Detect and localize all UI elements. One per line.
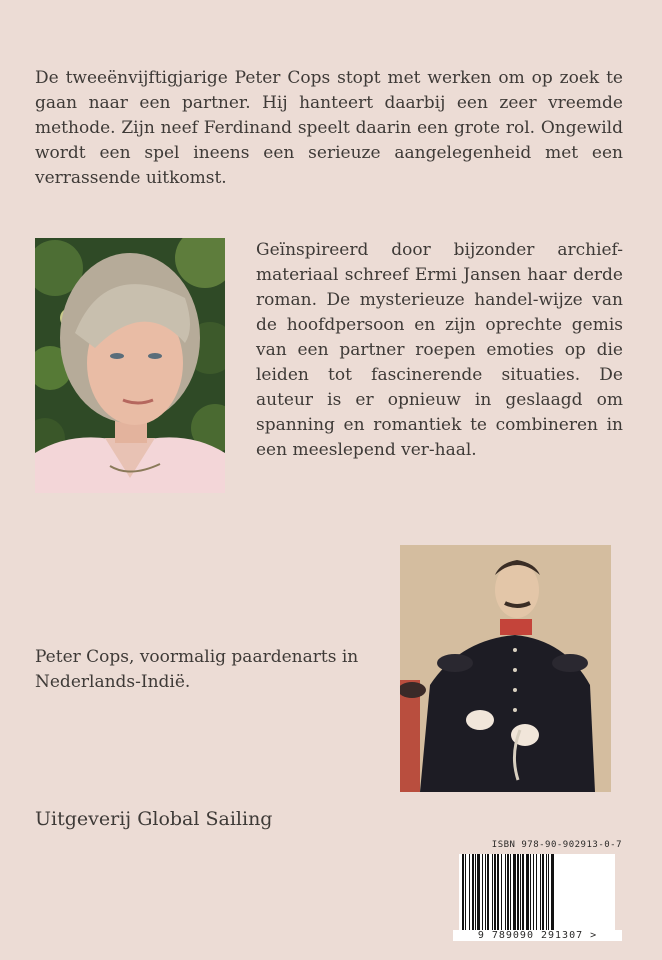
portrait-painting xyxy=(400,545,611,792)
publisher-name: Uitgeverij Global Sailing xyxy=(35,808,273,830)
author-paragraph: Geïnspireerd door bijzonder archief-materiaal schreef Ermi Jansen haar derde roman. De mysterieuze handel-wijze van de hoofdpersoon en zijn oprechte gemis van een partner roepen emoties op die leiden tot fascinerende situaties. De auteur is er opnieuw in geslaagd om spanning en romantiek te combineren in een meeslepend ver-haal. xyxy=(256,240,623,460)
intro-paragraph: De tweeënvijftigjarige Peter Cops stopt met werken om op zoek te gaan naar een partner. Hij hanteert daarbij een zeer vreemde methode. Zijn neef Ferdinand speelt daarin een grote rol. Ongewild wordt een spel ineens een serieuze aangelegenheid met een verrassende uitkomst. xyxy=(35,68,623,188)
isbn-label: ISBN 978-90-902913-0-7 xyxy=(491,840,622,850)
author-photo xyxy=(35,238,225,493)
barcode-digits: 9 789090 291307 > xyxy=(453,930,622,941)
barcode-bars xyxy=(459,854,615,930)
isbn-barcode xyxy=(453,840,622,943)
portrait-caption: Peter Cops, voormalig paardenarts in Nederlands-Indië. xyxy=(35,647,359,692)
